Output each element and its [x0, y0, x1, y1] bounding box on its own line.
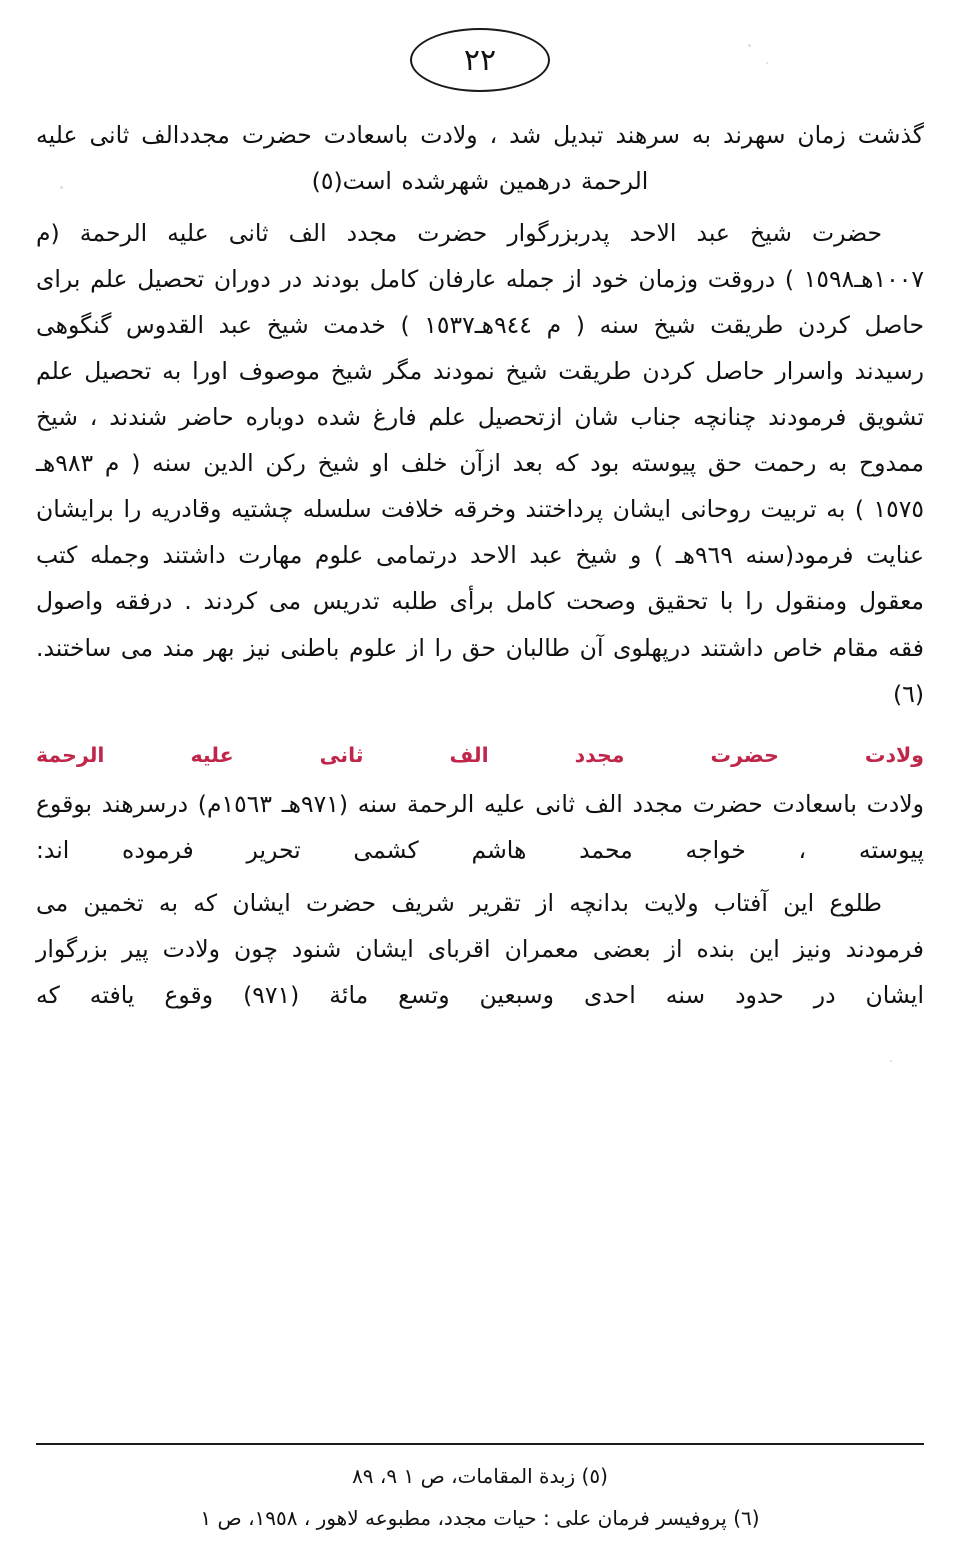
footnote-5: (٥) زبدة المقامات، ص ١ ٩، ٨٩ [352, 1464, 608, 1488]
scan-speckle [748, 44, 751, 47]
paragraph-4: طلوع این آفتاب ولایت بدانچه از تقریر شریف حضرت ایشان که به تخمین می فرمودند ونیز این بنده از بعضی معمران اقربای ایشان شنود چون ولادت پیر بزرگوار ایشان در حدود سنه احدی وسبعین وتسع مائة (٩٧١) وقوع یافته که [36, 888, 924, 1009]
paragraph-2: حضرت شیخ عبد الاحد پدربزرگوار حضرت مجدد الف ثانی علیه الرحمة (م ١٠٠٧هـ١٥٩٨ ) دروقت وزمان خود از جمله عارفان کامل بودند در دوران تحصیل علم برای حاصل کردن طریقت شیخ سنه ( م ٩٤٤هـ١٥٣٧ ) خدمت شیخ عبد القدوس گنگوهی رسیدند واسرار حاصل کردن طریقت شیخ نمودند مگر شیخ موصوف اورا به تحصیل علم تشویق فرمودند چنانچه جناب شان ازتحصیل علم فارغ شده دوباره حاضر شندند ، شیخ ممدوح به رحمت حق پیوسته بود که بعد ازآن خلف او شیخ رکن الدین سنه ( م ٩٨٣هـ ١٥٧٥ ) به تربیت روحانی ایشان پرداختند وخرقه خلافت سلسله چشتیه وقادریه را برایشان عنایت فرمود(سنه ٩٦٩هـ ) و شیخ عبد الاحد درتمامی علوم مهارت داشتند وجمله کتب معقول ومنقول را با تحقیق وصحت کامل برأی طلبه تدریس می کردند . درفقه واصول فقه مقام خاص داشتند درپهلوی آن طالبان حق را از علوم باطنی نیز بهر مند می ساختند.(٦) [36, 219, 924, 708]
scan-speckle [890, 1060, 892, 1062]
footnote-divider [36, 1443, 924, 1446]
scan-speckle [766, 62, 768, 64]
paragraph-1: گذشت زمان سهرند به سرهند تبدیل شد ، ولادت باسعادت حضرت مجددالف ثانی علیه الرحمة درهمین شهرشده است(٥) [36, 121, 924, 196]
footnote-area [36, 1443, 924, 1542]
paragraph-3: ولادت باسعادت حضرت مجدد الف ثانی علیه الرحمة سنه (٩٧١هـ ١٥٦٣م) درسرهند بوقوع پیوسته ، خواجه محمد هاشم کشمی تحریر فرموده اند: [36, 790, 924, 865]
footnote-6: (٦) پروفیسر فرمان علی : حیات مجدد، مطبوعه لاهور ، ١٩٥٨، ص ١ [200, 1506, 760, 1530]
page-body [36, 112, 924, 1024]
page-number-container [0, 28, 960, 92]
section-heading: ولادت حضرت مجدد الف ثانی علیه الرحمة [36, 742, 924, 767]
scan-speckle [60, 186, 63, 189]
page-number: ٢٢ [410, 28, 550, 92]
